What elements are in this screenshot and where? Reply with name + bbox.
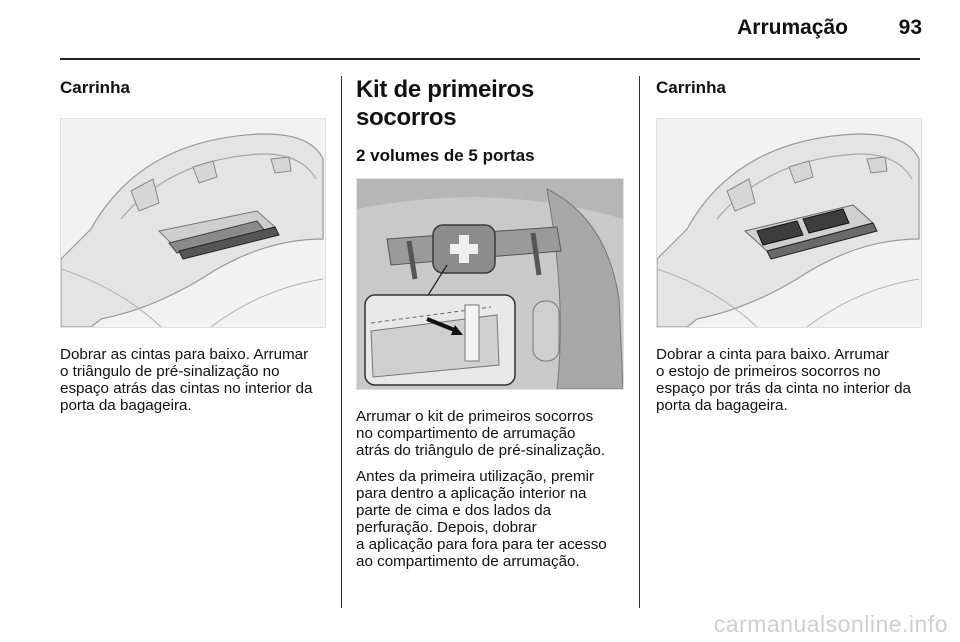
section-heading: Kit de primeiros socorros: [356, 76, 534, 131]
trunk-lid-first-aid-case-illustration: [656, 118, 922, 328]
column-divider-1: [341, 76, 342, 608]
first-aid-kit-in-trunk-illustration: [356, 178, 624, 390]
sub-heading: 2 volumes de 5 portas: [356, 146, 535, 165]
trunk-lid-interior-illustration: [60, 118, 326, 328]
page-number: 93: [898, 16, 922, 39]
column-2: [356, 76, 628, 570]
column-3: [656, 76, 922, 414]
instruction-text: Antes da primeira utilização, premir para dentro a aplicação interior na parte de cima e dos lados da perfuração. Depois, dobrar a aplicação para fora para ter acesso ao compartimento de arrumação.: [356, 468, 607, 570]
column-heading: Carrinha: [60, 78, 130, 97]
instruction-text: Dobrar as cintas para baixo. Arrumar o triângulo de pré-sinalização no espaço atrás das cintas no interior da porta da bagageira.: [60, 346, 313, 414]
header-rule: [60, 58, 920, 60]
instruction-text: Arrumar o kit de primeiros socorros no compartimento de arrumação atrás do triângulo de pré-sinalização.: [356, 408, 606, 459]
column-divider-2: [639, 76, 640, 608]
column-1: [60, 76, 326, 414]
instruction-text: Dobrar a cinta para baixo. Arrumar o estojo de primeiros socorros no espaço por trás da cinta no interior da porta da bagageira.: [656, 346, 911, 414]
column-heading: Carrinha: [656, 78, 726, 97]
page-title: Arrumação: [737, 16, 848, 39]
watermark: carmanualsonline.info: [713, 611, 948, 637]
